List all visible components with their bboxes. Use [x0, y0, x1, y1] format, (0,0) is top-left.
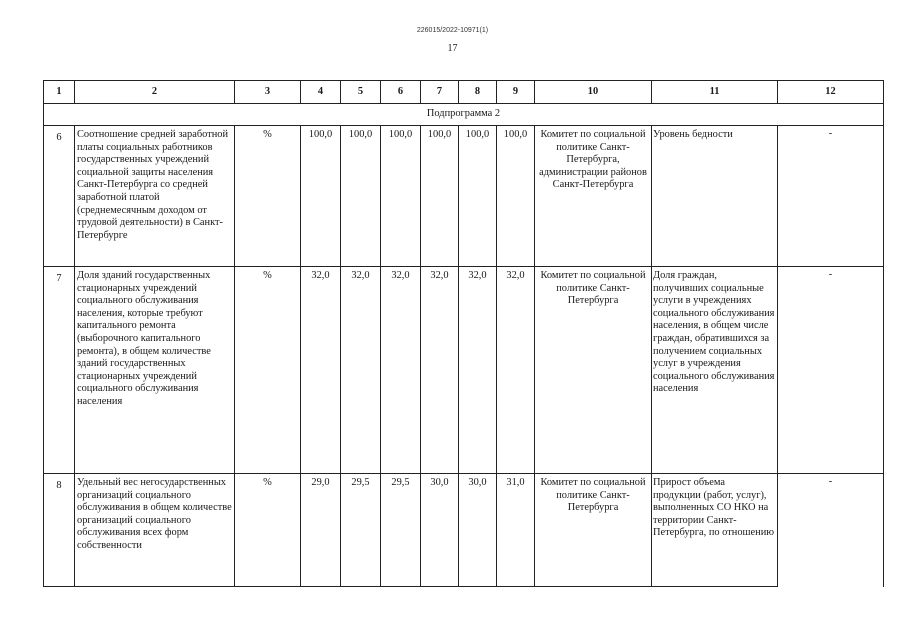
value-cell: 100,0 [421, 126, 459, 267]
value-cell: 31,0 [497, 474, 535, 587]
value-cell: 30,0 [421, 474, 459, 587]
unit-cell: % [235, 267, 301, 474]
table-row [44, 126, 884, 267]
unit-cell: % [235, 474, 301, 587]
column-number: 3 [235, 81, 301, 104]
column-12-cell: - [778, 126, 884, 267]
value-cell: 32,0 [341, 267, 381, 474]
responsible-cell: Комитет по социальной политике Санкт-Петербурга [535, 267, 652, 474]
target-indicator-cell: Доля граждан, получивших социальные услуги в учреждениях социального обслуживания населения, в общем числе граждан, обратившихся за получением социальных услуг в учреждения социального обслуживания населения [652, 267, 778, 474]
value-cell: 32,0 [459, 267, 497, 474]
column-number: 2 [75, 81, 235, 104]
column-number: 6 [381, 81, 421, 104]
column-number: 9 [497, 81, 535, 104]
value-cell: 100,0 [381, 126, 421, 267]
value-cell: 32,0 [421, 267, 459, 474]
value-cell: 100,0 [459, 126, 497, 267]
column-number: 12 [778, 81, 884, 104]
value-cell: 29,0 [301, 474, 341, 587]
table-row [44, 474, 884, 587]
column-number: 1 [44, 81, 75, 104]
value-cell: 29,5 [381, 474, 421, 587]
column-number: 11 [652, 81, 778, 104]
indicators-table [43, 80, 884, 587]
target-indicator-cell: Прирост объема продукции (работ, услуг), выполненных СО НКО на территории Санкт-Петербурга, по отношению [652, 474, 778, 587]
subprogram-title: Подпрограмма 2 [44, 104, 884, 126]
document-number: 226015/2022-10971(1) [416, 27, 489, 34]
responsible-cell: Комитет по социальной политике Санкт-Петербурга, администрации районов Санкт-Петербурга [535, 126, 652, 267]
value-cell: 32,0 [301, 267, 341, 474]
page-number: 17 [447, 43, 458, 54]
value-cell: 30,0 [459, 474, 497, 587]
row-number: 6 [44, 126, 75, 267]
indicator-name: Удельный вес негосударственных организаций социального обслуживания в общем количестве организаций социального обслуживания всех форм собственности [75, 474, 235, 587]
row-number: 7 [44, 267, 75, 474]
value-cell: 100,0 [497, 126, 535, 267]
responsible-cell: Комитет по социальной политике Санкт-Петербурга [535, 474, 652, 587]
column-number: 8 [459, 81, 497, 104]
value-cell: 32,0 [381, 267, 421, 474]
row-number: 8 [44, 474, 75, 587]
table-row [44, 267, 884, 474]
column-number: 4 [301, 81, 341, 104]
value-cell: 32,0 [497, 267, 535, 474]
value-cell: 100,0 [341, 126, 381, 267]
subprogram-row [44, 104, 884, 126]
column-number: 10 [535, 81, 652, 104]
column-12-cell: - [778, 474, 884, 587]
value-cell: 29,5 [341, 474, 381, 587]
value-cell: 100,0 [301, 126, 341, 267]
unit-cell: % [235, 126, 301, 267]
indicator-name: Соотношение средней заработной платы социальных работников государственных учреждений социальной защиты населения Санкт-Петербурга со средней заработной платой (среднемесячным доходом от трудовой деятельности) в Санкт-Петербурге [75, 126, 235, 267]
indicator-name: Доля зданий государственных стационарных учреждений социального обслуживания населения, которые требуют капитального ремонта (выборочного капитального ремонта), в общем количестве зданий государственных стационарных учреждений социального обслуживания населения [75, 267, 235, 474]
target-indicator-cell: Уровень бедности [652, 126, 778, 267]
column-number-row [44, 81, 884, 104]
column-12-cell: - [778, 267, 884, 474]
column-number: 5 [341, 81, 381, 104]
column-number: 7 [421, 81, 459, 104]
